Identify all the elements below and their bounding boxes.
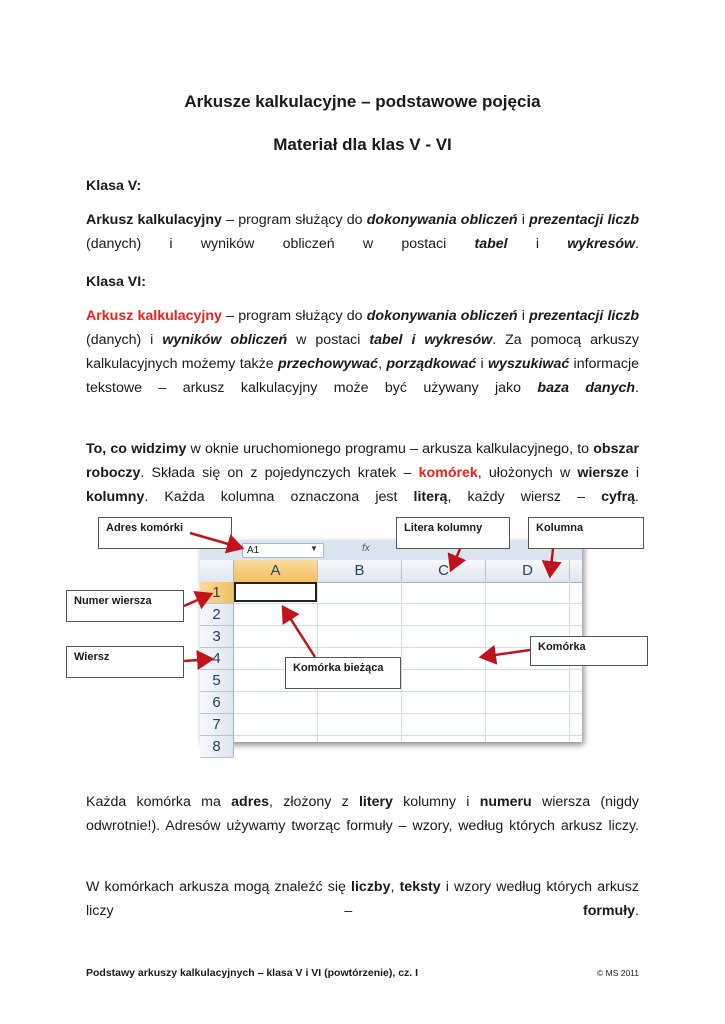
- row-header-1: 1: [200, 582, 234, 604]
- term-red: Arkusz kalkulacyjny: [86, 308, 222, 324]
- footer-title: Podstawy arkuszy kalkulacyjnych – klasa V i VI (powtórzenie), cz. I: [86, 967, 419, 979]
- callout-wiersz: Wiersz: [66, 646, 184, 678]
- dropdown-icon: ▼: [310, 544, 318, 553]
- callout-litera-kolumny: Litera kolumny: [396, 517, 510, 549]
- workspace-paragraph: To, co widzimy w oknie uruchomionego programu – arkusza kalkulacyjnego, to obszar roboczy. Składa się on z pojedynczych kratek – komórek, ułożonych w wiersze i kolumny. Każda kolumna oznaczona jest literą, każdy wiersz – cyfrą.: [86, 441, 640, 505]
- footer-copyright: © MS 2011: [596, 968, 639, 978]
- row-header-8: 8: [200, 736, 234, 758]
- document-title: Arkusze kalkulacyjne – podstawowe pojęcia: [184, 92, 541, 111]
- document-subtitle: Materiał dla klas V - VI: [273, 135, 452, 154]
- row-header-7: 7: [200, 714, 234, 736]
- address-paragraph: Każda komórka ma adres, złożony z litery kolumny i numeru wiersza (nigdy odwrotnie!). Adresów używamy tworząc formuły – wzory, według których arkusz liczy.: [86, 794, 639, 834]
- callout-numer-wiersza: Numer wiersza: [66, 590, 184, 622]
- term: Arkusz kalkulacyjny: [86, 212, 222, 228]
- column-header-row: [200, 560, 582, 583]
- callout-komorka: Komórka: [530, 636, 648, 666]
- klasa-v-heading: Klasa V:: [86, 178, 142, 194]
- select-all-corner: [200, 560, 234, 582]
- column-header-a: A: [234, 560, 318, 582]
- spreadsheet-figure: [200, 540, 582, 755]
- contents-paragraph: W komórkach arkusza mogą znaleźć się liczby, teksty i wzory według których arkusz liczy – formuły.: [86, 879, 639, 919]
- column-header-b: B: [318, 560, 402, 582]
- row-header-6: 6: [200, 692, 234, 714]
- klasa-vi-heading: Klasa VI:: [86, 274, 146, 290]
- callout-komorka-biezaca: Komórka bieżąca: [285, 657, 401, 689]
- name-box: A1: [242, 543, 324, 558]
- row-header-5: 5: [200, 670, 234, 692]
- row-header-2: 2: [200, 604, 234, 626]
- callout-adres-komorki: Adres komórki: [98, 517, 232, 549]
- klasa-vi-definition: Arkusz kalkulacyjny – program służący do dokonywania obliczeń i prezentacji liczb (danych) i wyników obliczeń w postaci tabel i wykresów. Za pomocą arkuszy kalkulacyjnych możemy także przechowywać, porządkować i wyszukiwać informacje tekstowe – arkusz kalkulacyjny może być używany jako baza danych.: [86, 308, 640, 396]
- column-header-d: D: [486, 560, 570, 582]
- formula-bar: [200, 540, 582, 561]
- row-header-3: 3: [200, 626, 234, 648]
- row-header-4: 4: [200, 648, 234, 670]
- callout-kolumna: Kolumna: [528, 517, 644, 549]
- klasa-v-definition: Arkusz kalkulacyjny – program służący do dokonywania obliczeń i prezentacji liczb (danych) i wyników obliczeń w postaci tabel i wykresów.: [86, 212, 639, 252]
- active-cell: [234, 582, 317, 602]
- fx-icon: fx: [362, 543, 370, 554]
- column-header-c: C: [402, 560, 486, 582]
